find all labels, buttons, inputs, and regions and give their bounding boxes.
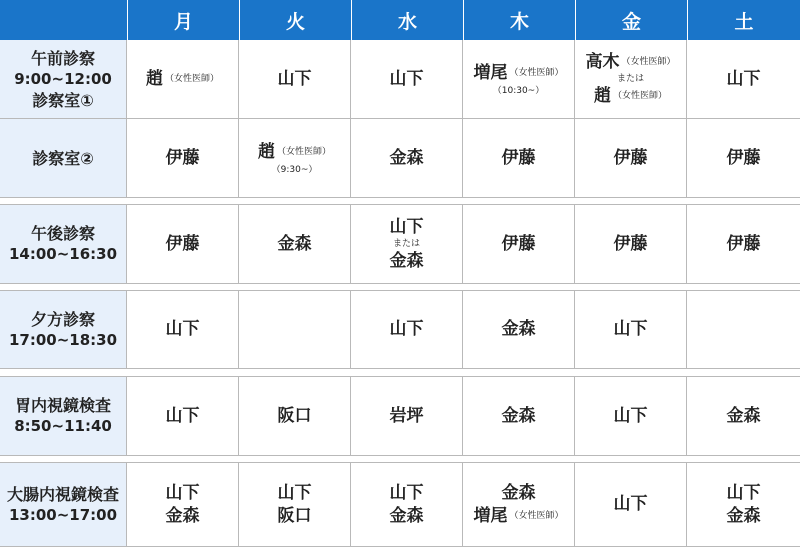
doctor-line xyxy=(390,505,424,528)
doctor-cell xyxy=(687,40,800,118)
doctor-line xyxy=(585,51,675,74)
doctor-line xyxy=(278,233,312,256)
row-label xyxy=(0,40,127,118)
doctor-cell xyxy=(351,377,463,455)
doctor-name: 増尾 xyxy=(473,62,508,83)
doctor-line xyxy=(502,405,536,428)
doctor-line xyxy=(278,405,312,428)
doctor-name: 伊藤 xyxy=(726,233,761,254)
doctor-cell xyxy=(239,119,351,197)
doctor-cell xyxy=(351,40,463,118)
doctor-cell xyxy=(575,119,687,197)
schedule-row xyxy=(0,462,800,547)
doctor-name: 山下 xyxy=(389,319,424,339)
row-label xyxy=(0,377,127,455)
doctor-line xyxy=(146,68,219,91)
doctor-line xyxy=(166,405,200,428)
doctor-name: 金森 xyxy=(277,233,312,254)
doctor-line xyxy=(166,147,200,170)
doctor-cell xyxy=(687,291,800,368)
doctor-cell xyxy=(575,377,687,455)
schedule-row xyxy=(0,40,800,119)
doctor-cell xyxy=(127,377,239,455)
table-header xyxy=(0,0,800,40)
doctor-name: 伊藤 xyxy=(501,147,536,168)
doctor-line xyxy=(727,233,761,256)
doctor-line xyxy=(390,482,424,505)
doctor-line xyxy=(473,505,563,528)
doctor-line xyxy=(594,85,667,108)
doctor-name: 山下 xyxy=(613,319,648,339)
doctor-name: 伊藤 xyxy=(501,233,536,254)
doctor-cell xyxy=(463,291,575,368)
doctor-name: 伊藤 xyxy=(613,233,648,254)
doctor-line xyxy=(166,482,200,505)
doctor-line xyxy=(278,482,312,505)
doctor-line xyxy=(390,68,424,91)
doctor-cell xyxy=(239,463,351,546)
doctor-line xyxy=(390,250,424,273)
row-label-line: 14:00~16:30 xyxy=(8,245,118,263)
doctor-line xyxy=(502,147,536,170)
row-label-line: 午後診察 xyxy=(30,224,95,243)
row-label xyxy=(0,463,127,546)
doctor-name: 山下 xyxy=(726,68,761,89)
female-doctor-note: （女性医師） xyxy=(612,91,667,101)
doctor-line xyxy=(614,405,648,428)
doctor-cell xyxy=(239,40,351,118)
doctor-name: 金森 xyxy=(501,405,536,426)
doctor-line xyxy=(278,505,312,528)
header-day: 木 xyxy=(463,0,575,40)
doctor-cell xyxy=(687,377,800,455)
doctor-line xyxy=(502,318,536,341)
doctor-cell xyxy=(687,205,800,283)
doctor-name: 岩坪 xyxy=(389,405,424,426)
row-label-line: 8:50~11:40 xyxy=(14,417,112,435)
schedule-row xyxy=(0,204,800,284)
doctor-name: 金森 xyxy=(501,319,536,339)
doctor-line xyxy=(390,318,424,341)
doctor-name: 山下 xyxy=(613,494,648,514)
doctor-line xyxy=(502,482,536,505)
doctor-cell xyxy=(575,291,687,368)
doctor-name: 山下 xyxy=(165,405,200,426)
doctor-line xyxy=(390,147,424,170)
doctor-name: 阪口 xyxy=(277,505,312,526)
doctor-cell xyxy=(351,205,463,283)
doctor-name: 伊藤 xyxy=(165,233,200,254)
doctor-cell xyxy=(127,463,239,546)
doctor-name: 金森 xyxy=(501,482,536,503)
doctor-name: 金森 xyxy=(726,405,761,426)
doctor-cell xyxy=(575,205,687,283)
start-time-note: （10:30~） xyxy=(492,85,545,96)
doctor-cell xyxy=(127,40,239,118)
doctor-line xyxy=(727,482,761,505)
doctor-name: 山下 xyxy=(277,482,312,503)
header-day: 土 xyxy=(687,0,800,40)
doctor-cell xyxy=(463,40,575,118)
female-doctor-note: （女性医師） xyxy=(164,74,219,84)
or-text: または xyxy=(616,73,644,84)
header-day: 月 xyxy=(127,0,239,40)
doctor-cell xyxy=(239,291,351,368)
female-doctor-note: （女性医師） xyxy=(509,68,564,78)
doctor-cell xyxy=(575,463,687,546)
doctor-name: 趙 xyxy=(257,141,275,162)
header-day: 火 xyxy=(239,0,351,40)
doctor-name: 金森 xyxy=(389,147,424,168)
doctor-name: 山下 xyxy=(613,405,648,426)
doctor-line xyxy=(390,405,424,428)
doctor-line xyxy=(390,216,424,239)
doctor-line xyxy=(502,233,536,256)
doctor-line xyxy=(473,62,563,85)
doctor-name: 趙 xyxy=(593,85,611,106)
doctor-name: 山下 xyxy=(165,482,200,503)
row-label xyxy=(0,205,127,283)
doctor-name: 伊藤 xyxy=(165,147,200,168)
doctor-line xyxy=(614,233,648,256)
doctor-cell xyxy=(127,205,239,283)
row-label-line: 診察室② xyxy=(32,148,94,168)
doctor-line xyxy=(614,147,648,170)
doctor-line xyxy=(614,318,648,341)
row-label-line: 13:00~17:00 xyxy=(8,505,118,524)
schedule-row xyxy=(0,290,800,369)
female-doctor-note: （女性医師） xyxy=(509,511,564,521)
doctor-name: 金森 xyxy=(389,250,424,271)
doctor-name: 高木 xyxy=(585,51,620,72)
doctor-name: 金森 xyxy=(726,505,761,526)
doctor-name: 増尾 xyxy=(473,505,508,526)
row-label-line: 夕方診察 xyxy=(30,309,95,329)
doctor-line xyxy=(727,505,761,528)
schedule-row xyxy=(0,376,800,456)
doctor-line xyxy=(727,405,761,428)
female-doctor-note: （女性医師） xyxy=(276,147,331,157)
doctor-cell xyxy=(239,205,351,283)
doctor-name: 伊藤 xyxy=(613,147,648,168)
doctor-name: 山下 xyxy=(389,482,424,503)
doctor-line xyxy=(258,141,331,164)
doctor-cell xyxy=(351,463,463,546)
doctor-line xyxy=(166,233,200,256)
row-label xyxy=(0,119,127,197)
or-text: または xyxy=(392,238,420,249)
row-label-line: 診察室① xyxy=(32,90,94,110)
doctor-name: 伊藤 xyxy=(726,147,761,168)
doctor-cell xyxy=(127,291,239,368)
doctor-name: 趙 xyxy=(145,68,163,89)
doctor-line xyxy=(614,493,648,516)
row-label xyxy=(0,291,127,368)
doctor-cell xyxy=(463,463,575,546)
doctor-cell xyxy=(351,119,463,197)
start-time-note: （9:30~） xyxy=(271,164,318,175)
doctor-line xyxy=(727,68,761,91)
header-day: 水 xyxy=(351,0,463,40)
doctor-cell xyxy=(127,119,239,197)
doctor-cell xyxy=(463,377,575,455)
row-label-line: 9:00~12:00 xyxy=(14,69,112,88)
doctor-cell xyxy=(463,205,575,283)
doctor-name: 金森 xyxy=(389,505,424,526)
doctor-cell xyxy=(687,119,800,197)
row-label-line: 午前診察 xyxy=(30,48,95,68)
row-label-line: 17:00~18:30 xyxy=(8,330,118,349)
header-day: 金 xyxy=(575,0,687,40)
doctor-line xyxy=(727,147,761,170)
row-label-line: 胃内視鏡検査 xyxy=(14,396,111,415)
doctor-name: 山下 xyxy=(277,68,312,89)
schedule-row xyxy=(0,118,800,198)
doctor-cell xyxy=(351,291,463,368)
doctor-line xyxy=(166,318,200,341)
female-doctor-note: （女性医師） xyxy=(621,57,676,67)
doctor-cell xyxy=(239,377,351,455)
doctor-name: 山下 xyxy=(389,216,424,237)
row-label-line: 大腸内視鏡検査 xyxy=(6,484,119,504)
doctor-line xyxy=(166,505,200,528)
doctor-name: 山下 xyxy=(165,319,200,339)
doctor-cell xyxy=(575,40,687,118)
doctor-line xyxy=(278,68,312,91)
doctor-name: 阪口 xyxy=(277,405,312,426)
header-corner xyxy=(0,0,127,40)
doctor-name: 金森 xyxy=(165,505,200,526)
doctor-name: 山下 xyxy=(389,68,424,89)
doctor-cell xyxy=(687,463,800,546)
doctor-cell xyxy=(463,119,575,197)
doctor-name: 山下 xyxy=(726,482,761,503)
